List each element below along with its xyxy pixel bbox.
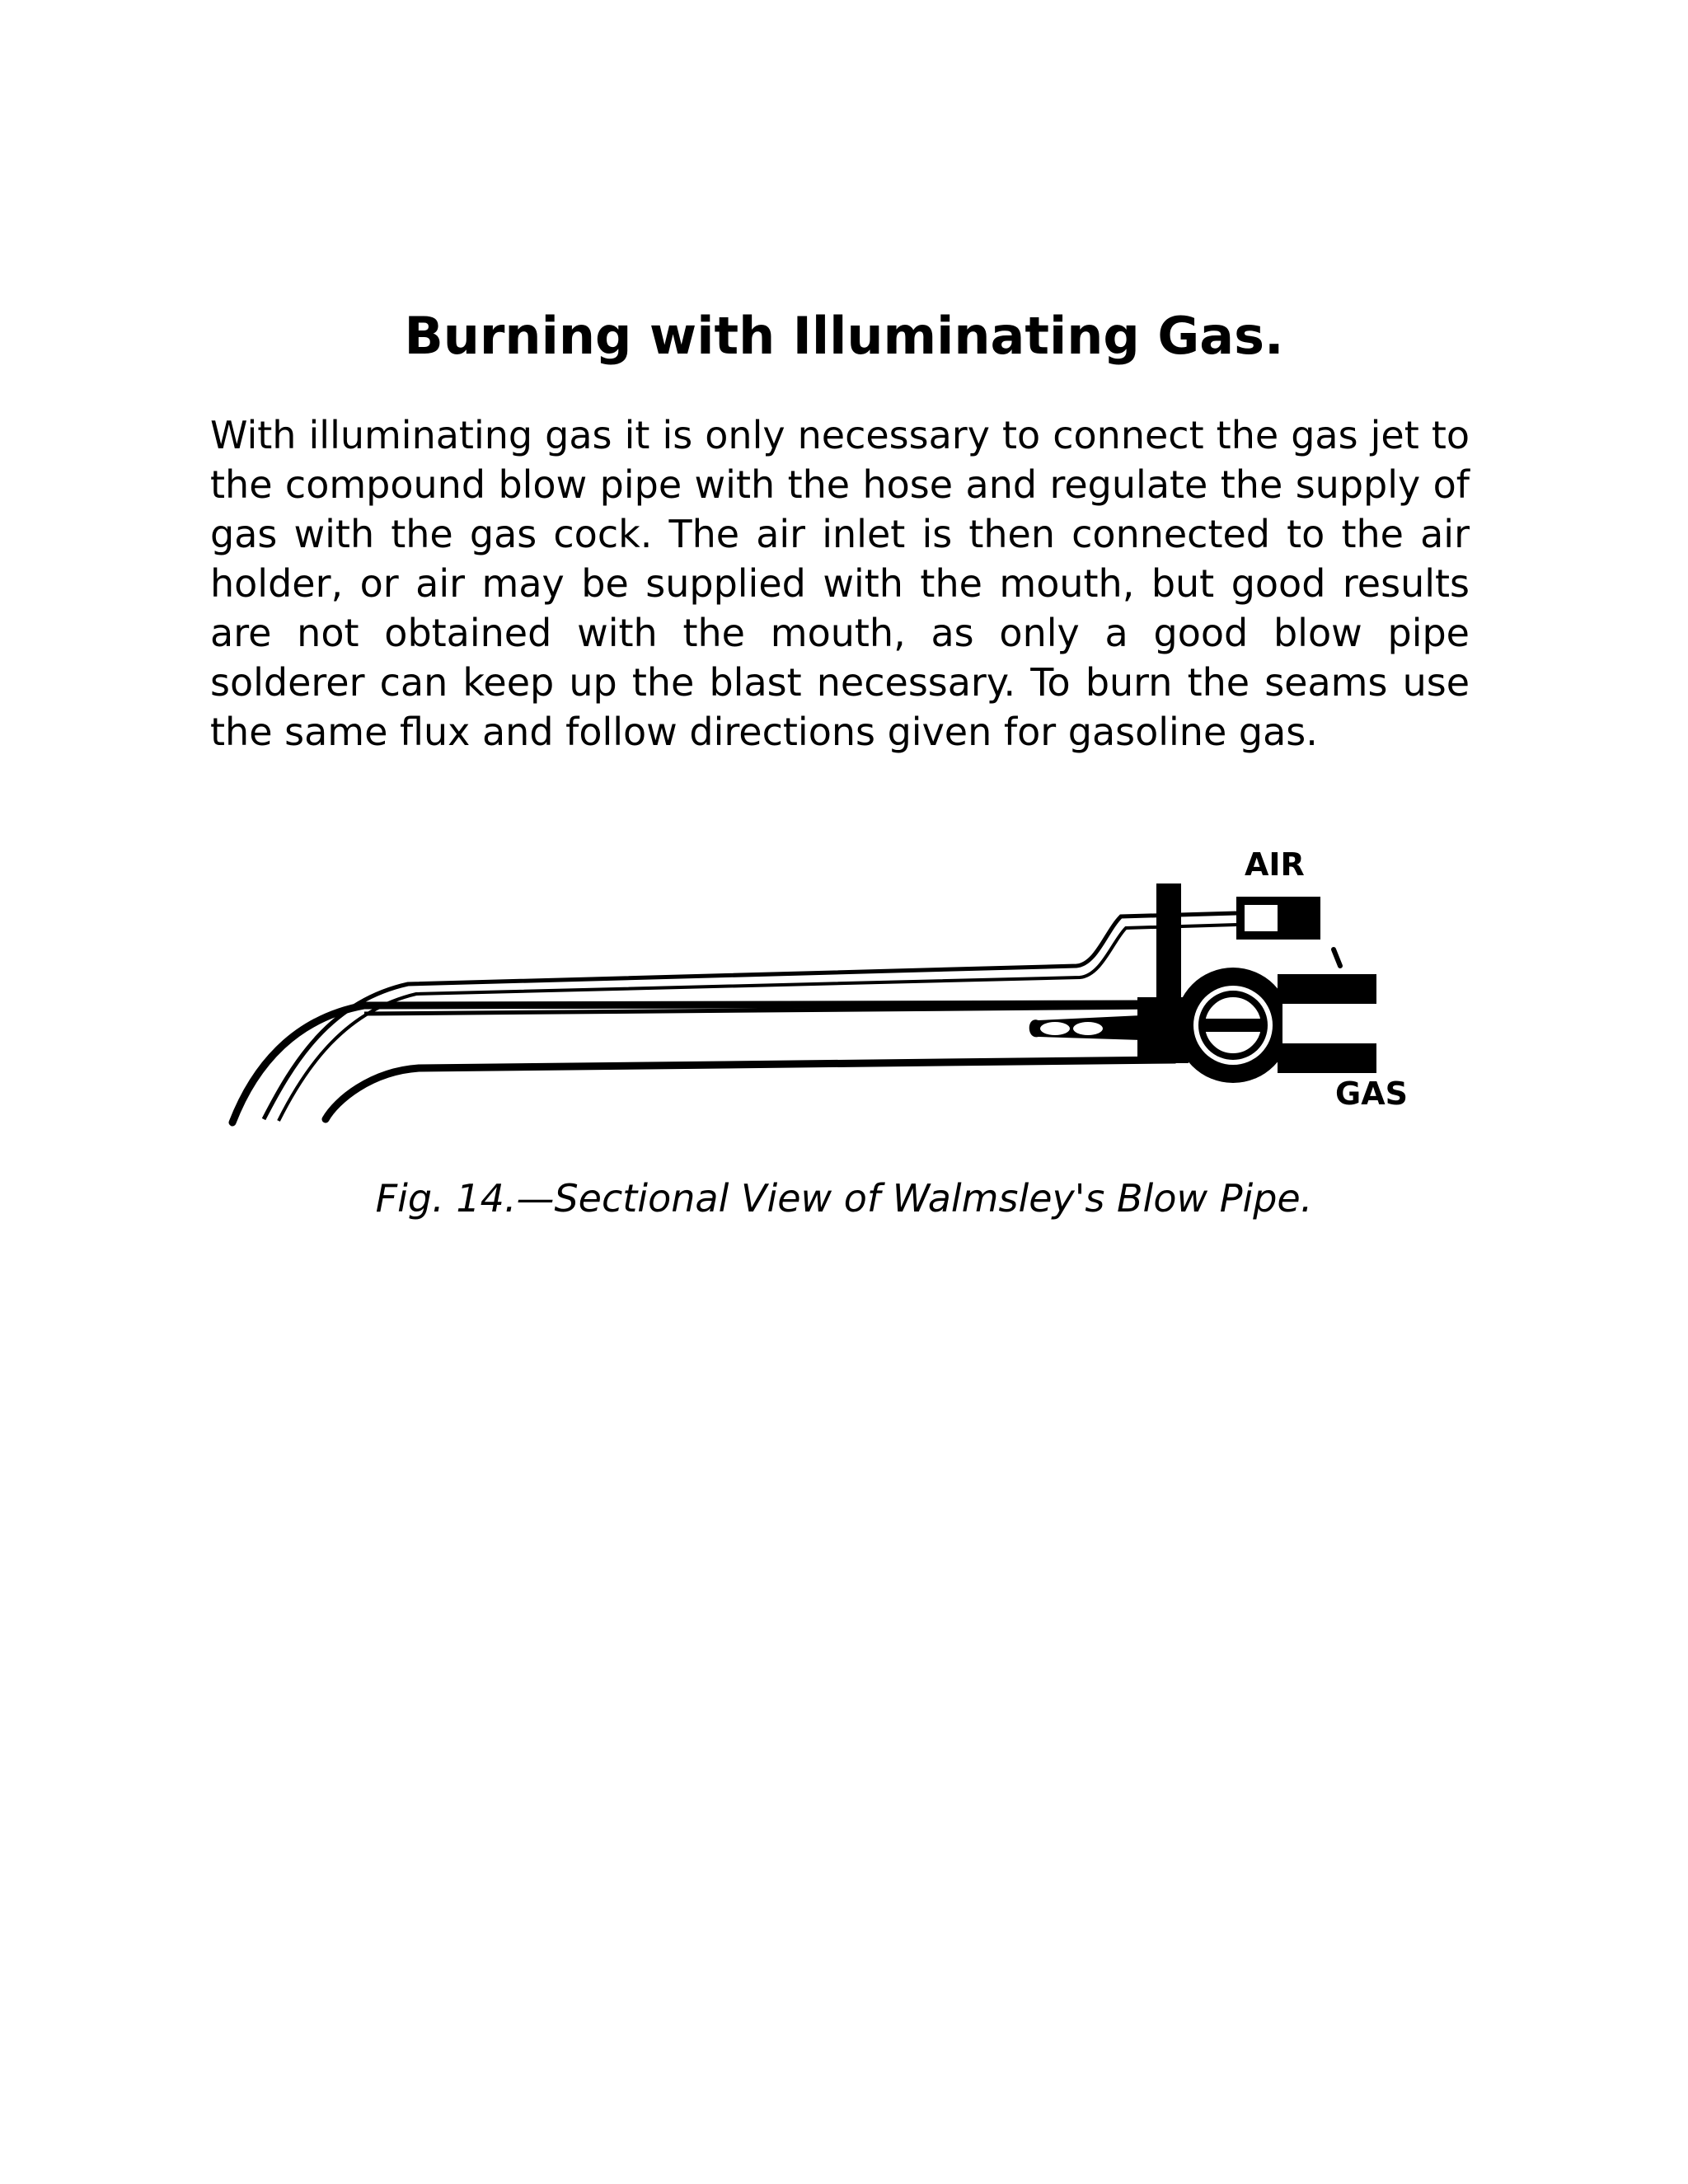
blow-pipe-illustration — [214, 824, 1434, 1154]
air-tube — [264, 913, 1236, 1119]
air-valve-post — [1156, 883, 1181, 1015]
blow-pipe-figure — [214, 824, 1434, 1154]
air-label: AIR — [1245, 846, 1305, 883]
pipe-outer-wall — [232, 1004, 1172, 1122]
body-paragraph: With illuminating gas it is only necessary to connect the gas jet to the compound blow pipe with the hose and regulate the supply of gas with the gas cock. The air inlet is then connected to the air holder, or air may be supplied with the mouth, but good results are not obtained with the mouth, as only a good blow pipe solderer can keep up the blast necessary. To burn the seams use the same flux and follow directions given for gasoline gas. — [210, 413, 1470, 754]
gas-label: GAS — [1335, 1076, 1408, 1112]
section-heading: Burning with Illuminating Gas. — [404, 306, 1284, 366]
figure-caption: Fig. 14.—Sectional View of Walmsley's Blow Pipe. — [375, 1176, 1313, 1221]
